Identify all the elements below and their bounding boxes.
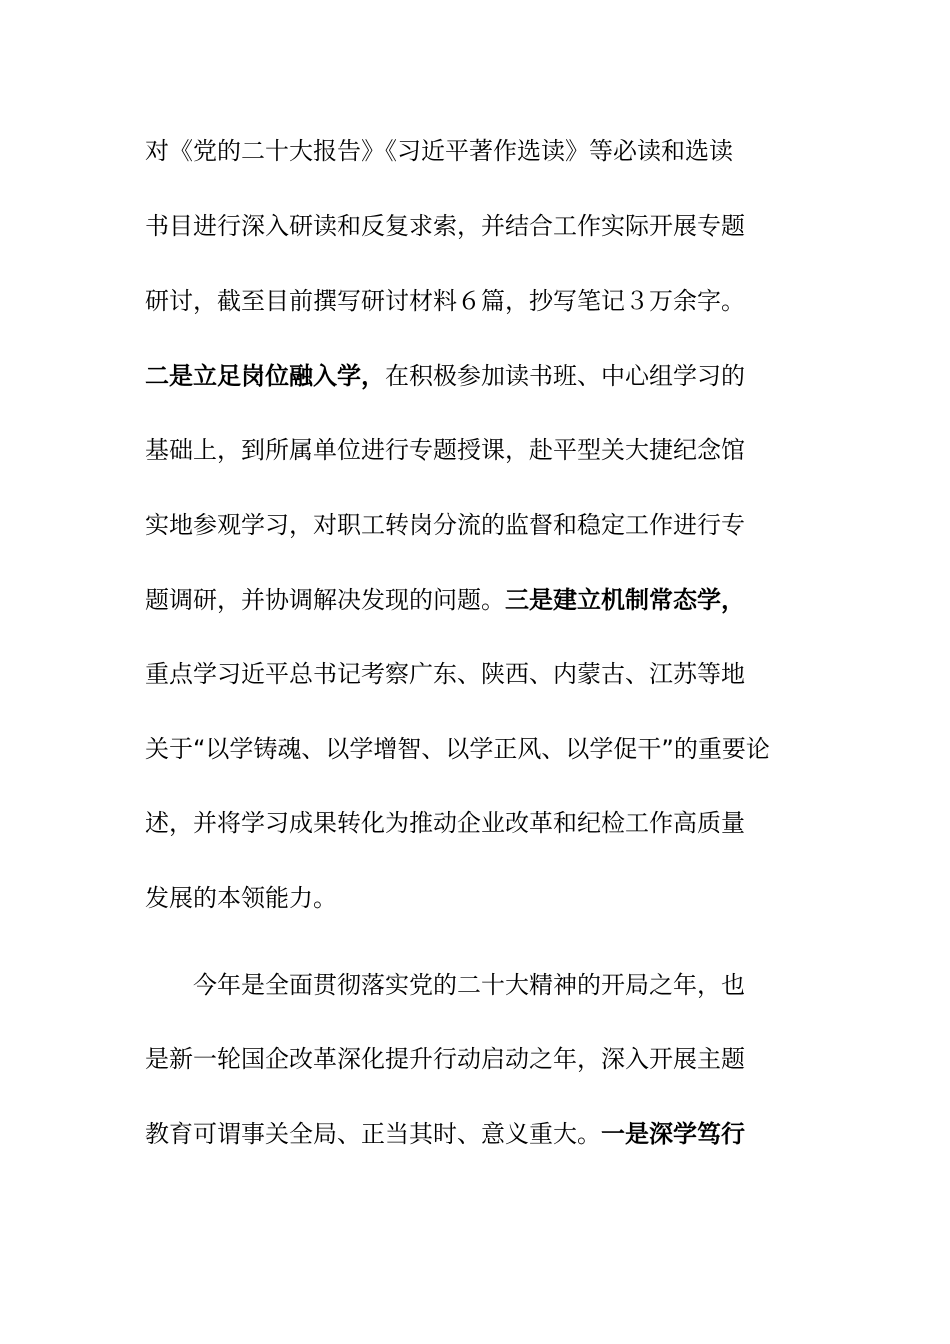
- paragraph-2-line-3: [145, 1114, 745, 1154]
- text-run: 教育可谓事关全局、正当其时、意义重大。: [145, 1120, 601, 1148]
- paragraph-1-line-10: [145, 803, 745, 843]
- text-run: 基础上，到所属单位进行专题授课，赴平型关大捷纪念馆: [145, 436, 745, 464]
- text-run: 实地参观学习，对职工转岗分流的监督和稳定工作进行专: [145, 511, 745, 539]
- paragraph-1-line-3: [145, 281, 745, 321]
- paragraph-1-line-11: [145, 878, 337, 918]
- bold-heading-run: 一是深学笃行: [601, 1120, 745, 1148]
- paragraph-2-line-2: [145, 1039, 745, 1079]
- paragraph-1-line-9: [145, 729, 770, 769]
- bold-heading-run: 二是立足岗位融入学，: [145, 362, 385, 390]
- text-run: 关于“以学铸魂、以学增智、以学正风、以学促干”的重要论: [145, 735, 770, 763]
- paragraph-1-line-1: [145, 131, 733, 171]
- text-run: 重点学习近平总书记考察广东、陕西、内蒙古、江苏等地: [145, 660, 745, 688]
- paragraph-1-line-2: [145, 206, 745, 246]
- text-run: 是新一轮国企改革深化提升行动启动之年，深入开展主题: [145, 1045, 745, 1073]
- paragraph-2-line-1: [193, 965, 745, 1005]
- paragraph-1-line-8: [145, 654, 745, 694]
- text-run: 发展的本领能力。: [145, 884, 337, 912]
- text-run: 今年是全面贯彻落实党的二十大精神的开局之年，也: [193, 971, 745, 999]
- text-run: 对《党的二十大报告》《习近平著作选读》等必读和选读: [145, 137, 733, 165]
- text-run: 在积极参加读书班、中心组学习的: [385, 362, 745, 390]
- paragraph-1-line-7: [145, 580, 745, 620]
- text-run: 书目进行深入研读和反复求索，并结合工作实际开展专题: [145, 212, 745, 240]
- bold-heading-run: 三是建立机制常态学，: [505, 586, 745, 614]
- paragraph-1-line-4: [145, 356, 745, 396]
- text-run: 研讨，截至目前撰写研讨材料６篇，抄写笔记３万余字。: [145, 287, 745, 315]
- text-run: 述，并将学习成果转化为推动企业改革和纪检工作高质量: [145, 809, 745, 837]
- paragraph-1-line-5: [145, 430, 745, 470]
- text-run: 题调研，并协调解决发现的问题。: [145, 586, 505, 614]
- paragraph-1-line-6: [145, 505, 745, 545]
